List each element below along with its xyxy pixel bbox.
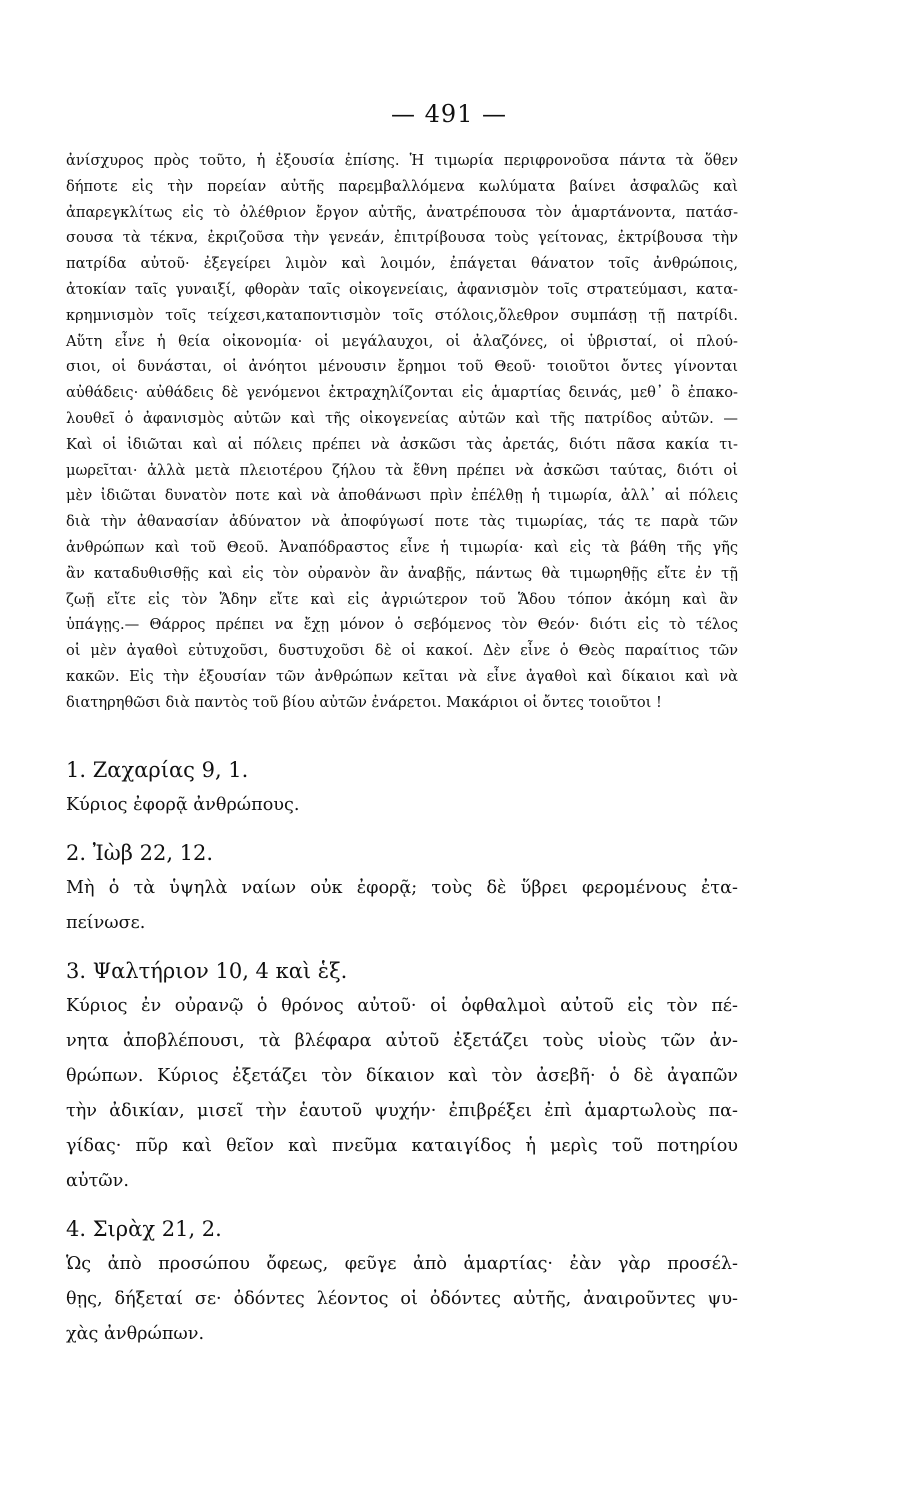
- body-line: ζωῇ εἴτε εἰς τὸν Ἅδην εἴτε καὶ εἰς ἀγριώτερον τοῦ Ἅδου τόπον ἀκόμη καὶ ἂν: [66, 590, 738, 608]
- references: [66, 752, 738, 1352]
- reference-heading: 2. Ἰὼβ 22, 12.: [66, 841, 214, 865]
- reference-heading: 1. Ζαχαρίας 9, 1.: [66, 758, 249, 782]
- reference-line: θρώπων. Κύριος ἐξετάζει τὸν δίκαιον καὶ τὸν ἀσεβῆ· ὁ δὲ ἀγαπῶν: [66, 1066, 738, 1086]
- body-line: διὰ τὴν ἀθανασίαν ἀδύνατον νὰ ἀποφύγωσί ποτε τὰς τιμωρίας, τάς τε παρὰ τῶν: [66, 513, 738, 531]
- body-line: δήποτε εἰς τὴν πορείαν αὐτῆς παρεμβαλλόμενα κωλύματα βαίνει ἀσφαλῶς καὶ: [66, 177, 738, 195]
- body-line: ἀνίσχυρος πρὸς τοῦτο, ἡ ἐξουσία ἐπίσης. Ἡ τιμωρία περιφρονοῦσα πάντα τὰ ὅθεν: [66, 152, 738, 169]
- reference-line: Κύριος ἐφορᾷ ἀνθρώπους.: [66, 795, 300, 815]
- body-line: ἂν καταδυθισθῇς καὶ εἰς τὸν οὐρανὸν ἂν ἀναβῇς, πάντως θὰ τιμωρηθῇς εἴτε ἐν τῇ: [66, 564, 738, 582]
- body-line: ἀνθρώπων καὶ τοῦ Θεοῦ. Ἀναπόδραστος εἶνε ἡ τιμωρία· καὶ εἰς τὰ βάθη τῆς γῆς: [66, 538, 738, 556]
- reference-line: Μὴ ὁ τὰ ὑψηλὰ ναίων οὐκ ἐφορᾷ; τοὺς δὲ ὕβρει φερομένους ἐτα-: [66, 878, 738, 898]
- reference-line: αὐτῶν.: [66, 1171, 129, 1191]
- reference-line: Ὡς ἀπὸ προσώπου ὄφεως, φεῦγε ἀπὸ ἁμαρτίας· ἐὰν γὰρ προσέλ-: [66, 1254, 738, 1274]
- body-line: οἱ μὲν ἀγαθοὶ εὐτυχοῦσι, δυστυχοῦσι δὲ οἱ κακοί. Δὲν εἶνε ὁ Θεὸς παραίτιος τῶν: [66, 642, 738, 660]
- reference-line: Κύριος ἐν οὐρανῷ ὁ θρόνος αὐτοῦ· οἱ ὀφθαλμοὶ αὐτοῦ εἰς τὸν πέ-: [66, 996, 738, 1016]
- body-line: λουθεῖ ὁ ἀφανισμὸς αὐτῶν καὶ τῆς οἰκογενείας αὐτῶν καὶ τῆς πατρίδος αὐτῶν. —: [66, 409, 738, 427]
- reference-line: χὰς ἀνθρώπων.: [66, 1324, 205, 1344]
- body-line: αὐθάδεις· αὐθάδεις δὲ γενόμενοι ἐκτραχηλίζονται εἰς ἁμαρτίας δεινάς, μεθ᾽ ὃ ἐπακο-: [66, 384, 738, 402]
- reference-line: γίδας· πῦρ καὶ θεῖον καὶ πνεῦμα καταιγίδος ἡ μερὶς τοῦ ποτηρίου: [66, 1136, 738, 1156]
- body-line: σουσα τὰ τέκνα, ἐκριζοῦσα τὴν γενεάν, ἐπιτρίβουσα τοὺς γείτονας, ἐκτρίβουσα τὴν: [66, 229, 738, 247]
- body-line: μωρεῖται· ἀλλὰ μετὰ πλειοτέρου ζήλου τὰ ἔθνη πρέπει νὰ ἀσκῶσι ταύτας, διότι οἱ: [66, 461, 738, 479]
- body-line: ἀπαρεγκλίτως εἰς τὸ ὀλέθριον ἔργον αὐτῆς, ἀνατρέπουσα τὸν ἁμαρτάνοντα, πατάσ-: [66, 203, 738, 221]
- body-line: ἀτοκίαν ταῖς γυναιξί, φθορὰν ταῖς οἰκογενείαις, ἀφανισμὸν τοῖς στρατεύμασι, κατα-: [66, 280, 738, 298]
- body-line: διατηρηθῶσι διὰ παντὸς τοῦ βίου αὐτῶν ἐνάρετοι. Μακάριοι οἱ ὄντες τοιοῦτοι !: [66, 693, 662, 711]
- body-line: πατρίδα αὐτοῦ· ἐξεγείρει λιμὸν καὶ λοιμόν, ἐπάγεται θάνατον τοῖς ἀνθρώποις,: [66, 255, 738, 273]
- reference-heading: 4. Σιρὰχ 21, 2.: [66, 1217, 222, 1241]
- body-line: ὑπάγῃς.— Θάρρος πρέπει να ἔχῃ μόνον ὁ σεβόμενος τὸν Θεόν· διότι εἰς τὸ τέλος: [66, 616, 738, 634]
- body-line: κρημνισμὸν τοῖς τείχεσι,καταποντισμὸν τοῖς στόλοις,ὄλεθρον συμπάσῃ τῇ πατρίδι.: [66, 306, 738, 324]
- reference-line: νητα ἀποβλέπουσι, τὰ βλέφαρα αὐτοῦ ἐξετάζει τοὺς υἱοὺς τῶν ἀν-: [66, 1031, 738, 1051]
- body-text: [66, 148, 738, 716]
- page-number: — 491 —: [390, 100, 508, 128]
- body-line: μὲν ἰδιῶται δυνατὸν ποτε καὶ νὰ ἀποθάνωσι πρὶν ἐπέλθῃ ἡ τιμωρία, ἀλλ᾽ αἱ πόλεις: [66, 487, 738, 505]
- reference-line: τὴν ἀδικίαν, μισεῖ τὴν ἑαυτοῦ ψυχήν· ἐπιβρέξει ἐπὶ ἁμαρτωλοὺς πα-: [66, 1101, 738, 1121]
- reference-line: πείνωσε.: [66, 913, 146, 933]
- body-line: σιοι, οἱ δυνάσται, οἱ ἀνόητοι μένουσιν ἔρημοι τοῦ Θεοῦ· τοιοῦτοι ὄντες γίνονται: [66, 358, 738, 376]
- reference-line: θῃς, δήξεταί σε· ὀδόντες λέοντος οἱ ὀδόντες αὐτῆς, ἀναιροῦντες ψυ-: [66, 1289, 738, 1309]
- body-line: Καὶ οἱ ἰδιῶται καὶ αἱ πόλεις πρέπει νὰ ἀσκῶσι τὰς ἀρετάς, διότι πᾶσα κακία τι-: [66, 435, 738, 453]
- body-line: κακῶν. Εἰς τὴν ἐξουσίαν τῶν ἀνθρώπων κεῖται νὰ εἶνε ἀγαθοὶ καὶ δίκαιοι καὶ νὰ: [66, 667, 738, 685]
- reference-heading: 3. Ψαλτήριον 10, 4 καὶ ἑξ.: [66, 959, 348, 983]
- body-line: Αὕτη εἶνε ἡ θεία οἰκονομία· οἱ μεγάλαυχοι, οἱ ἀλαζόνες, οἱ ὑβρισταί, οἱ πλού-: [66, 332, 738, 350]
